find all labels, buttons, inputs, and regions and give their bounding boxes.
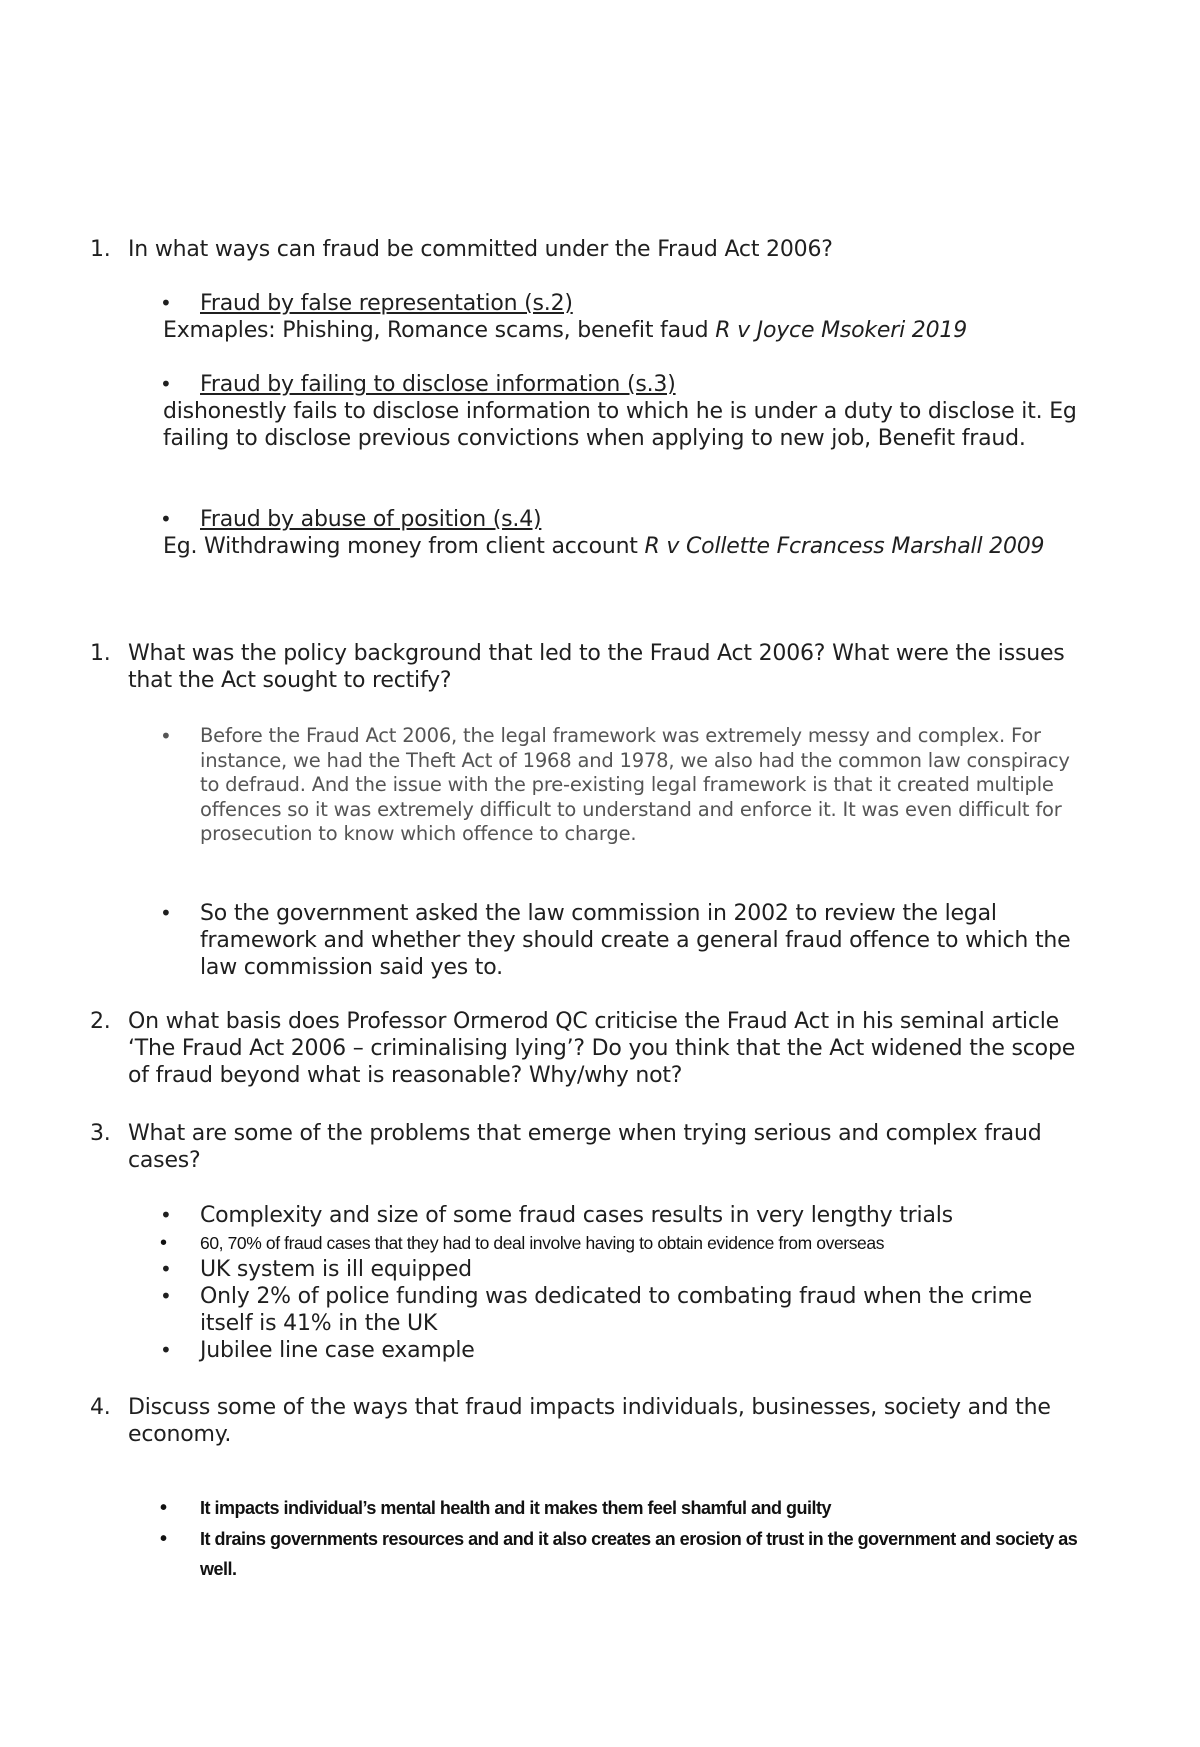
bullet-item: [160, 1283, 1080, 1337]
bullet-text: Jubilee line case example: [200, 1338, 475, 1363]
item-heading: Fraud by failing to disclose information (s.3): [200, 372, 676, 397]
question-5: [90, 1394, 1080, 1448]
bullet-glyph: •: [160, 291, 172, 315]
item-heading: Fraud by false representation (s.2): [200, 291, 573, 316]
question-text: In what ways can fraud be committed under the Fraud Act 2006?: [128, 237, 833, 262]
bullet-glyph: •: [160, 1528, 167, 1550]
bullet-text: Only 2% of police funding was dedicated to combating fraud when the crime itself is 41% in the UK: [200, 1284, 1033, 1336]
question-number: 3.: [90, 1121, 111, 1146]
bullet-glyph: •: [160, 1203, 172, 1227]
case-citation: R v Joyce Msokeri 2019: [715, 318, 967, 343]
bullet-item: [160, 724, 1080, 847]
question-1: [90, 236, 1080, 263]
question-number: 1.: [90, 641, 111, 666]
case-citation: R v Collette Fcrancess Marshall 2009: [644, 534, 1045, 559]
bullet-item: [160, 1202, 1080, 1229]
bullet-item: [160, 1256, 1080, 1283]
bullet-text: Before the Fraud Act 2006, the legal framework was extremely messy and complex. For instance, we had the Theft Act of 1968 and 1978, we also had the common law conspiracy to defraud. And the issue with the pre-existing legal framework is that it created multiple offences so it was extremely difficult to understand and enforce it. It was even difficult for prosecution to know which offence to charge.: [200, 724, 1070, 845]
bullet-item: [160, 1493, 1080, 1523]
bullet-text: It impacts individual’s mental health and it makes them feel shamful and guilty: [200, 1498, 831, 1518]
item-body: [163, 317, 1083, 344]
question-3: [90, 1008, 1080, 1089]
bullet-glyph: •: [160, 1232, 167, 1254]
question-text: On what basis does Professor Ormerod QC criticise the Fraud Act in his seminal article ‘The Fraud Act 2006 – criminalising lying’? Do you think that the Act widened the scope of fraud beyond what is reasonable? Why/why not?: [128, 1009, 1076, 1088]
bullet-glyph: •: [160, 901, 172, 925]
question-number: 4.: [90, 1395, 111, 1420]
item-body-text: Exmaples: Phishing, Romance scams, benefit faud: [163, 318, 716, 343]
question-text: Discuss some of the ways that fraud impacts individuals, businesses, society and the economy.: [128, 1395, 1051, 1447]
question-number: 2.: [90, 1009, 111, 1034]
item-body-text: dishonestly fails to disclose information to which he is under a duty to disclose it. Eg failing to disclose previous convictions when applying to new job, Benefit fraud.: [163, 399, 1077, 451]
bullet-text: Complexity and size of some fraud cases results in very lengthy trials: [200, 1203, 953, 1228]
bullet-item: [160, 371, 1080, 398]
bullet-glyph: •: [160, 507, 172, 531]
item-body: [163, 398, 1083, 452]
question-text: What are some of the problems that emerge when trying serious and complex fraud cases?: [128, 1121, 1042, 1173]
bullet-glyph: •: [160, 372, 172, 396]
question-2: [90, 640, 1080, 694]
question-number: 1.: [90, 237, 111, 262]
bullet-glyph: •: [160, 1338, 172, 1362]
question-4: [90, 1120, 1080, 1174]
bullet-text: 60, 70% of fraud cases that they had to deal involve having to obtain evidence from overseas: [200, 1233, 885, 1253]
bullet-item: [160, 1524, 1080, 1584]
bullet-item: [160, 900, 1080, 981]
item-body: [163, 533, 1083, 560]
bullet-glyph: •: [160, 724, 172, 748]
bullet-text: UK system is ill equipped: [200, 1257, 472, 1282]
bullet-item: [160, 506, 1080, 533]
bullet-text: It drains governments resources and and it also creates an erosion of trust in the government and society as well.: [200, 1529, 1078, 1579]
bullet-glyph: •: [160, 1257, 172, 1281]
bullet-glyph: •: [160, 1284, 172, 1308]
bullet-item: [160, 290, 1080, 317]
bullet-item: [160, 1231, 1080, 1255]
question-text: What was the policy background that led to the Fraud Act 2006? What were the issues that the Act sought to rectify?: [128, 641, 1065, 693]
bullet-glyph: •: [160, 1497, 167, 1519]
item-body-text: Eg. Withdrawing money from client account: [163, 534, 645, 559]
bullet-item: [160, 1337, 1080, 1364]
bullet-text: So the government asked the law commission in 2002 to review the legal framework and whether they should create a general fraud offence to which the law commission said yes to.: [200, 901, 1071, 980]
item-heading: Fraud by abuse of position (s.4): [200, 507, 542, 532]
